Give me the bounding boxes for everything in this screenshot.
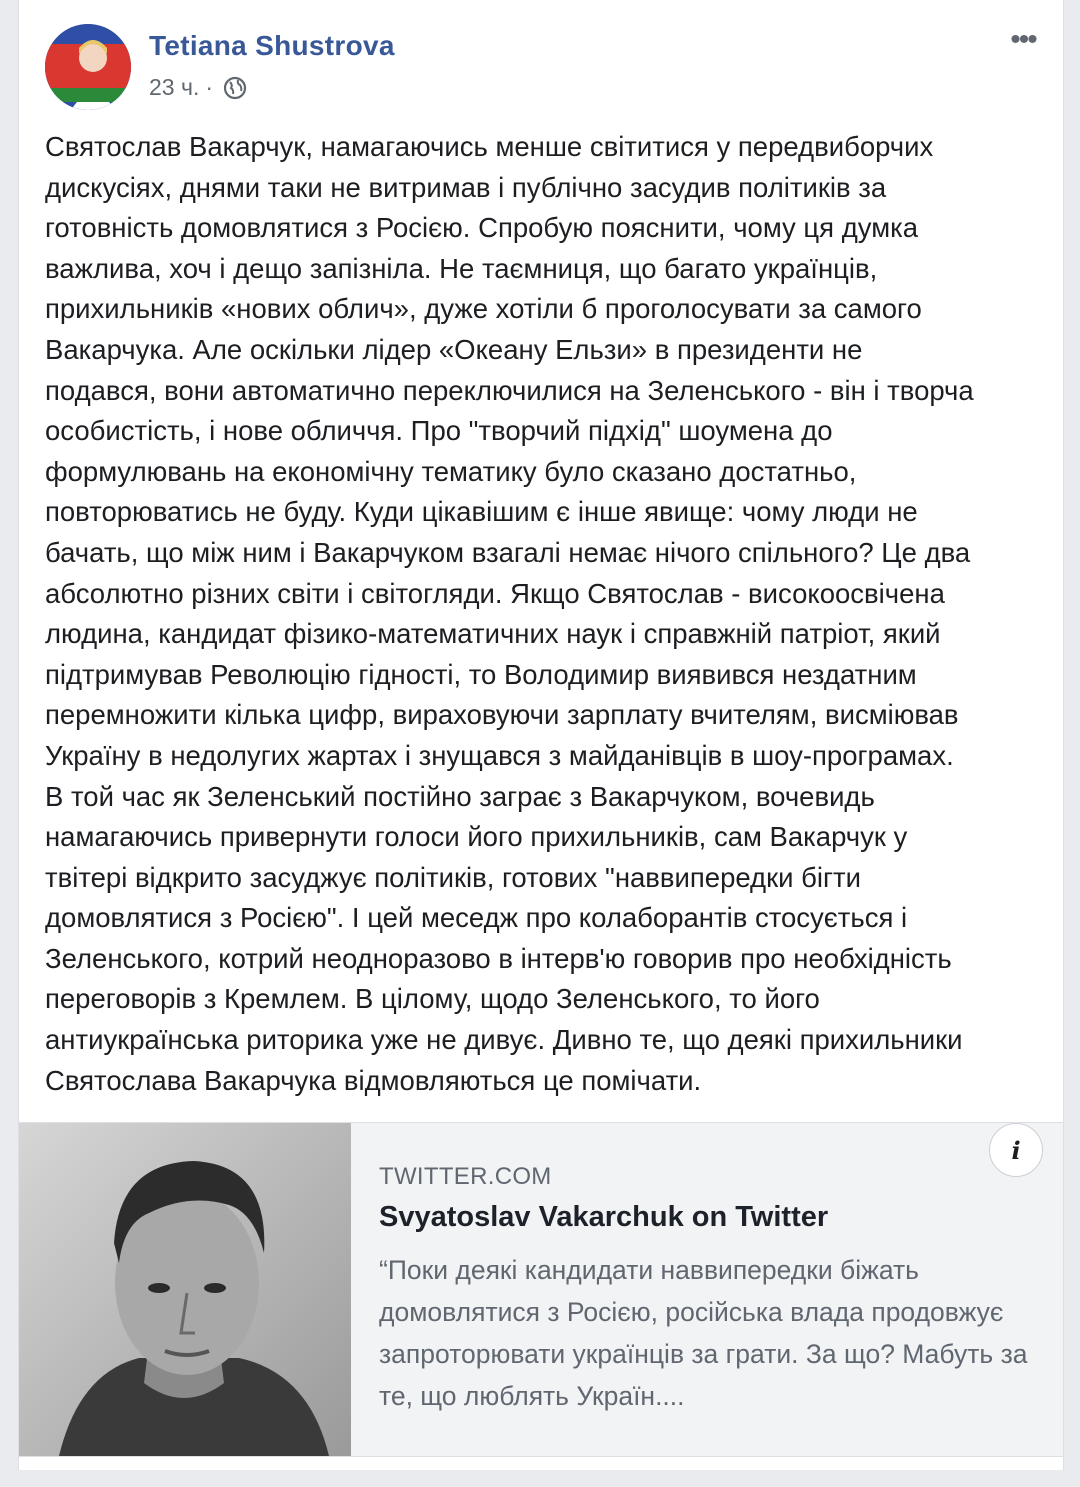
post-timestamp[interactable]: 23 ч. [149,74,200,100]
author-avatar[interactable] [45,24,131,110]
meta-separator: · [205,74,214,100]
post-meta [149,74,247,101]
link-domain: TWITTER.COM [379,1163,552,1190]
info-icon[interactable]: i [989,1123,1043,1177]
link-title[interactable]: Svyatoslav Vakarchuk on Twitter [379,1201,829,1233]
link-preview-card[interactable] [19,1122,1063,1457]
globe-icon [223,76,247,100]
link-description: “Поки деякі кандидати наввипередки біжать домовлятися з Росією, російська влада продовжує запроторювати українців за грати. За що? Мабуть за те, що люблять Україн.... [379,1255,1028,1411]
more-options-icon[interactable]: ••• [1010,23,1036,56]
facebook-post [18,0,1064,1470]
link-preview-image[interactable] [19,1123,351,1456]
author-name[interactable]: Tetiana Shustrova [149,30,395,61]
post-text: Святослав Вакарчук, намагаючись менше світитися у передвиборчих дискусіях, днями таки не витримав і публічно засудив політиків за готовність домовлятися з Росією. Спробую пояснити, чому ця думка важлива, хоч і дещо запізніла. Не таємниця, що багато українців, прихильників «нових облич», дуже хотіли б проголосувати за самого Вакарчука. Але оскільки лідер «Океану Ельзи» в президенти не подався, вони автоматично переключилися на Зеленського - він і творча особистість, і нове обличчя. Про "творчий підхід" шоумена до формулювань на економічну тематику було сказано достатньо, повторюватись не буду. Куди цікавішим є інше явище: чому люди не бачать, що між ним і Вакарчуком взагалі немає нічого спільного? Це два абсолютно різних світи і світогляди. Якщо Святослав - високоосвічена людина, кандидат фізико-математичних наук і справжній патріот, який підтримував Революцію гідності, то Володимир виявився нездатним перемножити кілька цифр, вираховуючи зарплату вчителям, висміював Україну в недолугих жартах і знущався з майданівців в шоу-програмах. В той час як Зеленський постійно заграє з Вакарчуком, вочевидь намагаючись привернути голоси його прихильників, сам Вакарчук у твітері відкрито засуджує політиків, готових "наввипередки бігти домовлятися з Росією". І цей меседж про колаборантів стосується і Зеленського, котрий неодноразово в інтерв'ю говорив про необхідність переговорів з Кремлем. В цілому, щодо Зеленського, то його антиукраїнська риторика уже не дивує. Дивно те, що деякі прихильники Святослава Вакарчука відмовляються це помічати. [45,131,974,1096]
